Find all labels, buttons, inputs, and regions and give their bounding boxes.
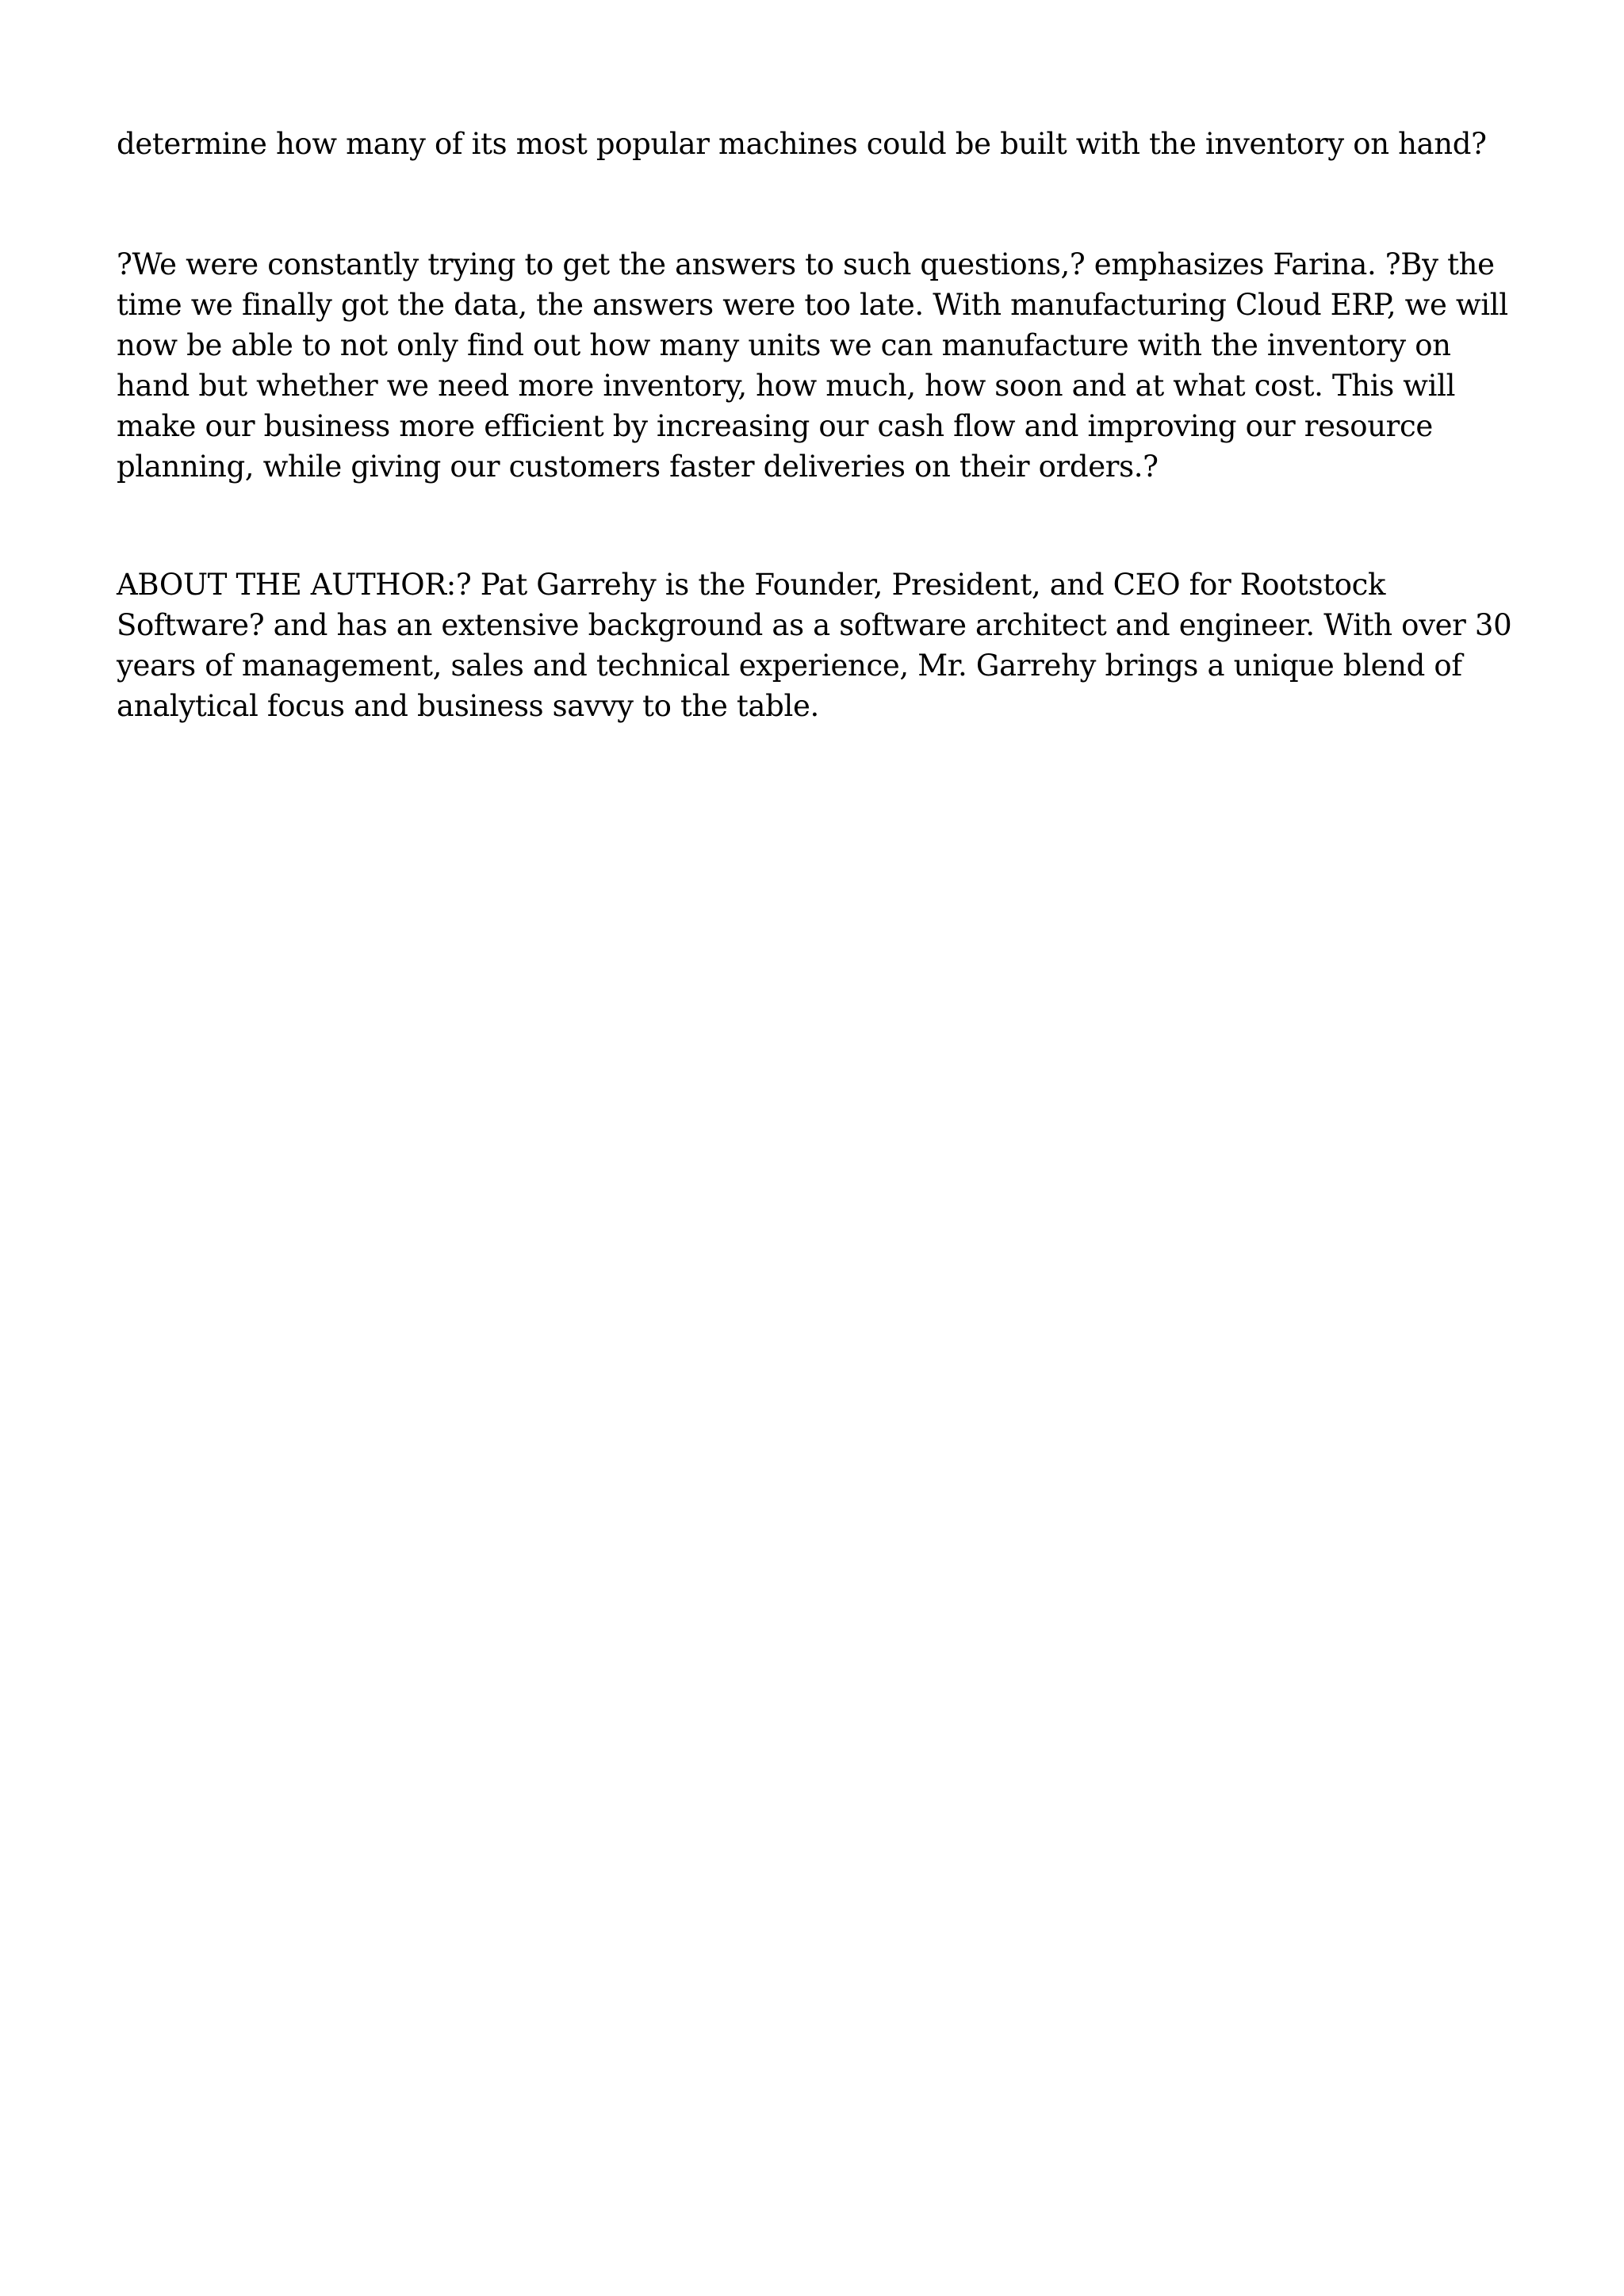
paragraph-farina-quote: ?We were constantly trying to get the answers to such questions,? emphasizes Farina. ?By the time we finally got the data, the answers were too late. With manufacturing Cloud ERP, we will now be able to not only find out how many units we can manufacture with the inventory on hand but whether we need more inventory, how much, how soon and at what cost. This will make our business more efficient by increasing our cash flow and improving our resource planning, while giving our customers faster deliveries on their orders.? [117, 247, 1508, 484]
paragraph-continuation: determine how many of its most popular machines could be built with the inventory on hand? [117, 127, 1487, 161]
paragraph-about-author: ABOUT THE AUTHOR:? Pat Garrehy is the Founder, President, and CEO for Rootstock Software? and has an extensive background as a software architect and engineer. With over 30 years of management, sales and technical experience, Mr. Garrehy brings a unique blend of analytical focus and business savvy to the table. [117, 568, 1512, 723]
